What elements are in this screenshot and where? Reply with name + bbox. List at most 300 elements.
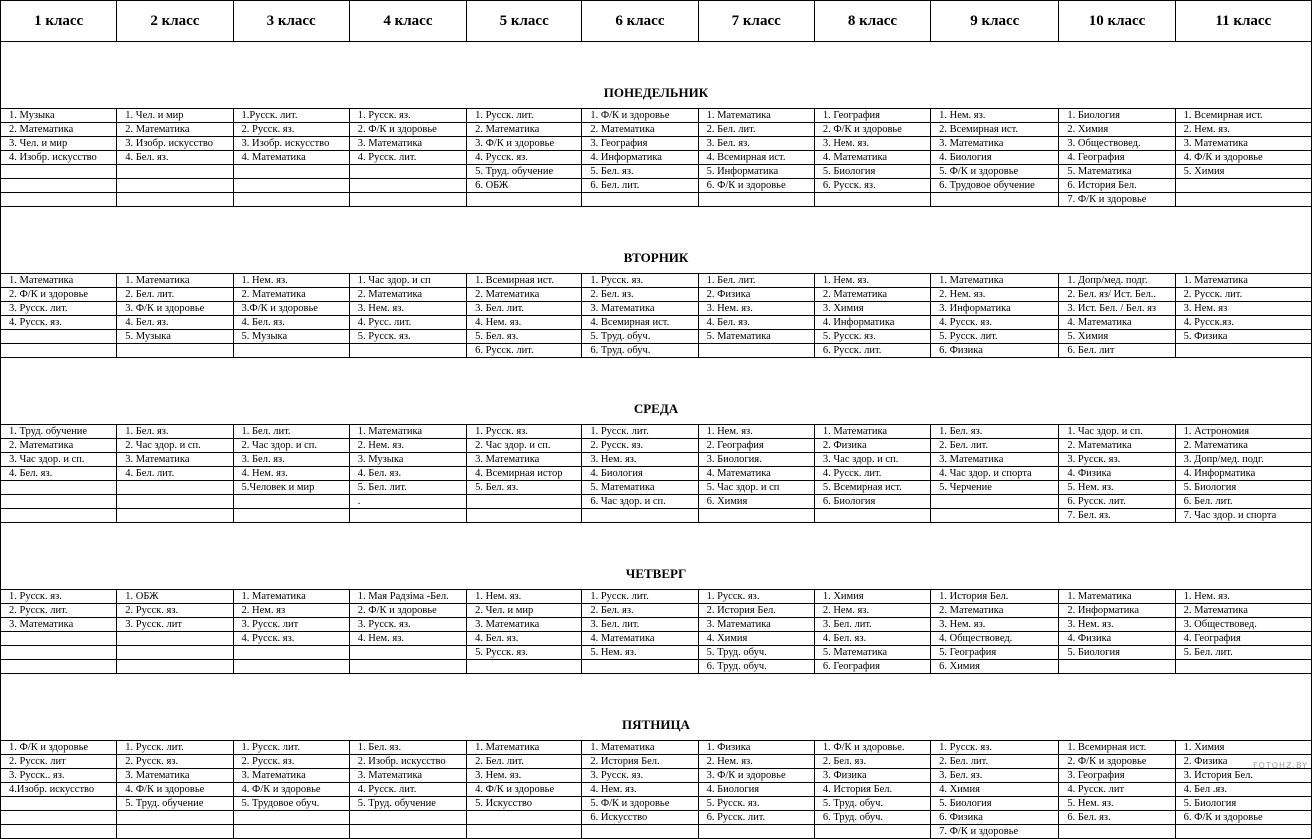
lesson-row xyxy=(1,425,1312,439)
lesson-cell: 2. Бел. яз. xyxy=(814,755,930,769)
lesson-cell xyxy=(1175,660,1311,674)
lesson-cell: 2. Бел. лит. xyxy=(467,755,582,769)
lesson-cell xyxy=(814,825,930,839)
lesson-cell: 2. Физика xyxy=(1175,755,1311,769)
lesson-cell: 4. Ф/К и здоровье xyxy=(467,783,582,797)
lesson-cell: 3. Бел. лит. xyxy=(814,618,930,632)
lesson-cell: 2. Бел. яз. xyxy=(582,604,698,618)
lesson-cell: 6. Бел. лит. xyxy=(1175,495,1311,509)
lesson-cell: 2. Математика xyxy=(467,288,582,302)
lesson-row xyxy=(1,495,1312,509)
lesson-row xyxy=(1,783,1312,797)
lesson-cell: 1. Химия xyxy=(1175,741,1311,755)
lesson-cell: 6. Русск. лит. xyxy=(698,811,814,825)
lesson-cell xyxy=(931,495,1059,509)
lesson-cell: 4. Русск. яз. xyxy=(931,316,1059,330)
lesson-cell: 5. Математика xyxy=(814,646,930,660)
lesson-cell: 1. Математика xyxy=(1,274,117,288)
lesson-row xyxy=(1,439,1312,453)
lesson-cell: 1. Бел. лит. xyxy=(233,425,349,439)
lesson-cell: 1. Допр/мед. подг. xyxy=(1059,274,1175,288)
lesson-cell: 4. Нем. яз. xyxy=(349,632,466,646)
lesson-cell: 2. Русск. яз. xyxy=(233,755,349,769)
lesson-cell: 2. Ф/К и здоровье xyxy=(1,288,117,302)
lesson-cell: 5. Трудовое обуч. xyxy=(233,797,349,811)
lesson-cell: 5. Нем. яз. xyxy=(1059,797,1175,811)
lesson-cell: 4. Изобр. искусство xyxy=(1,151,117,165)
lesson-cell xyxy=(467,495,582,509)
lesson-cell xyxy=(1175,193,1311,207)
lesson-cell xyxy=(233,646,349,660)
lesson-cell: 2. Математика xyxy=(931,604,1059,618)
lesson-cell: 2. Бел. лит. xyxy=(117,288,233,302)
lesson-cell: 5. Бел. яз. xyxy=(467,330,582,344)
lesson-cell xyxy=(931,509,1059,523)
lesson-cell: 3. Русск. лит xyxy=(117,618,233,632)
lesson-cell: 2. Час здор. и сп. xyxy=(467,439,582,453)
lesson-row xyxy=(1,590,1312,604)
lesson-cell: 3. Нем. яз. xyxy=(1059,618,1175,632)
lesson-cell: 3. Математика xyxy=(467,618,582,632)
lesson-cell xyxy=(117,646,233,660)
lesson-cell: 1. Русск. лит. xyxy=(582,590,698,604)
lesson-cell: 3. Математика xyxy=(1,618,117,632)
lesson-cell: 3. Химия xyxy=(814,302,930,316)
lesson-cell: 1. Математика xyxy=(117,274,233,288)
lesson-row xyxy=(1,646,1312,660)
lesson-cell: 1. Математика xyxy=(349,425,466,439)
lesson-cell: 1. Бел. яз. xyxy=(117,425,233,439)
lesson-cell: 4. Математика xyxy=(814,151,930,165)
lesson-cell: 2. Всемирная ист. xyxy=(931,123,1059,137)
lesson-cell: 1. Русск. лит. xyxy=(117,741,233,755)
lesson-cell: 3. Обществовед. xyxy=(1175,618,1311,632)
lesson-cell: 3. Нем. яз. xyxy=(582,453,698,467)
lesson-cell xyxy=(698,825,814,839)
lesson-cell: 1. Чел. и мир xyxy=(117,109,233,123)
lesson-cell: 1. Математика xyxy=(467,741,582,755)
lesson-cell xyxy=(582,509,698,523)
class-header: 4 класс xyxy=(349,1,466,42)
lesson-cell: 5. Труд. обуч. xyxy=(698,646,814,660)
lesson-cell: 3. Час здор. и сп. xyxy=(814,453,930,467)
lesson-cell: 3. Русск. лит xyxy=(233,618,349,632)
lesson-cell: 3. Бел. яз. xyxy=(233,453,349,467)
lesson-cell: 3. Нем. яз. xyxy=(349,302,466,316)
lesson-cell xyxy=(233,344,349,358)
lesson-cell: 3. Нем. яз. xyxy=(698,302,814,316)
lesson-cell xyxy=(233,660,349,674)
lesson-cell: 2. Математика xyxy=(233,288,349,302)
lesson-cell: 2. Ф/К и здоровье xyxy=(814,123,930,137)
lesson-cell xyxy=(117,509,233,523)
day-heading: ПЯТНИЦА xyxy=(1,674,1312,741)
lesson-cell: 5. Биология xyxy=(814,165,930,179)
lesson-cell: 5. Русск. яз. xyxy=(814,330,930,344)
lesson-cell: 2. Математика xyxy=(1059,439,1175,453)
lesson-cell: 4. Всемирная истор xyxy=(467,467,582,481)
lesson-cell: 5. Музыка xyxy=(117,330,233,344)
lesson-cell: 5. Искусство xyxy=(467,797,582,811)
lesson-cell: 1. Математика xyxy=(1175,274,1311,288)
lesson-cell: 2. Русск. яз. xyxy=(117,755,233,769)
lesson-cell xyxy=(1059,660,1175,674)
lesson-cell: 2. Нем. яз. xyxy=(349,439,466,453)
lesson-cell: 3. Русск. яз. xyxy=(349,618,466,632)
class-header: 7 класс xyxy=(698,1,814,42)
lesson-cell: 6. Искусство xyxy=(582,811,698,825)
lesson-cell: 4. Час здор. и спорта xyxy=(931,467,1059,481)
lesson-cell: 3. Чел. и мир xyxy=(1,137,117,151)
lesson-cell: 4. Бел. яз. xyxy=(698,316,814,330)
lesson-row xyxy=(1,344,1312,358)
lesson-cell: 3. Математика xyxy=(117,453,233,467)
day-heading: ВТОРНИК xyxy=(1,207,1312,274)
lesson-cell xyxy=(349,193,466,207)
lesson-cell: 4. Ф/К и здоровье xyxy=(117,783,233,797)
lesson-cell: 4. История Бел. xyxy=(814,783,930,797)
lesson-cell: 6. Химия xyxy=(931,660,1059,674)
lesson-cell: 4. Математика xyxy=(582,632,698,646)
lesson-cell: 3. Русск. лит. xyxy=(1,302,117,316)
lesson-cell xyxy=(814,509,930,523)
lesson-row xyxy=(1,632,1312,646)
lesson-cell xyxy=(698,193,814,207)
lesson-cell: 5. География xyxy=(931,646,1059,660)
lesson-cell xyxy=(814,193,930,207)
lesson-row xyxy=(1,165,1312,179)
lesson-cell: 1. Русск. яз. xyxy=(931,741,1059,755)
lesson-cell: 5. Информатика xyxy=(698,165,814,179)
lesson-cell: 6. Биология xyxy=(814,495,930,509)
lesson-cell: 4. Бел. лит. xyxy=(117,467,233,481)
lesson-cell: 2. Математика xyxy=(582,123,698,137)
lesson-cell xyxy=(1,632,117,646)
lesson-cell: 1. Нем. яз. xyxy=(698,425,814,439)
lesson-row xyxy=(1,618,1312,632)
lesson-cell xyxy=(1,165,117,179)
lesson-cell: 1. Математика xyxy=(814,425,930,439)
lesson-cell: 2. Нем. яз. xyxy=(814,604,930,618)
lesson-cell: 4. Информатика xyxy=(582,151,698,165)
lesson-cell: 5. Русск. яз. xyxy=(349,330,466,344)
lesson-cell: 4. Бел. яз. xyxy=(467,632,582,646)
lesson-cell: 4. Нем. яз. xyxy=(582,783,698,797)
lesson-cell: 3. Математика xyxy=(1175,137,1311,151)
lesson-cell: 2. История Бел. xyxy=(582,755,698,769)
lesson-cell: 1. Час здор. и сп. xyxy=(1059,425,1175,439)
lesson-cell xyxy=(117,193,233,207)
lesson-cell: 5. Всемирная ист. xyxy=(814,481,930,495)
lesson-cell xyxy=(1,646,117,660)
lesson-row xyxy=(1,330,1312,344)
lesson-cell: 4. Бел. яз. xyxy=(117,151,233,165)
lesson-cell xyxy=(1,179,117,193)
lesson-cell: 3. Ф/К и здоровье xyxy=(117,302,233,316)
lesson-cell: 1. Всемирная ист. xyxy=(1175,109,1311,123)
lesson-cell: 5. Математика xyxy=(1059,165,1175,179)
lesson-cell: 1. Нем. яз. xyxy=(931,109,1059,123)
lesson-cell xyxy=(1,495,117,509)
lesson-cell: 5. Математика xyxy=(698,330,814,344)
watermark: FOTOHZ.BY xyxy=(1252,761,1308,770)
lesson-cell: 4. Ф/К и здоровье xyxy=(233,783,349,797)
lesson-cell xyxy=(117,495,233,509)
lesson-cell: 1. Математика xyxy=(698,109,814,123)
class-header: 11 класс xyxy=(1175,1,1311,42)
lesson-row xyxy=(1,302,1312,316)
lesson-cell: 3. География xyxy=(1059,769,1175,783)
lesson-cell xyxy=(117,179,233,193)
lesson-cell: 2. География xyxy=(698,439,814,453)
class-header: 6 класс xyxy=(582,1,698,42)
lesson-cell: 2. Бел. лит. xyxy=(931,755,1059,769)
lesson-row xyxy=(1,109,1312,123)
lesson-cell: 2. Информатика xyxy=(1059,604,1175,618)
lesson-cell: 4. Русск. яз. xyxy=(1,316,117,330)
lesson-cell: 1. Математика xyxy=(233,590,349,604)
lesson-cell xyxy=(233,179,349,193)
lesson-cell: 4. Русс. лит. xyxy=(349,316,466,330)
lesson-cell xyxy=(1,660,117,674)
lesson-cell: 6. География xyxy=(814,660,930,674)
lesson-cell: 2. Ф/К и здоровье xyxy=(1059,755,1175,769)
lesson-cell: 4. Математика xyxy=(233,151,349,165)
lesson-cell: 3. Ф/К и здоровье xyxy=(698,769,814,783)
lesson-cell xyxy=(233,193,349,207)
lesson-cell xyxy=(233,825,349,839)
class-header: 2 класс xyxy=(117,1,233,42)
lesson-cell: 1. Ф/К и здоровье xyxy=(1,741,117,755)
lesson-cell: 2. Математика xyxy=(814,288,930,302)
lesson-cell: 3. Математика xyxy=(698,618,814,632)
lesson-cell: 6. Труд. обуч. xyxy=(814,811,930,825)
lesson-cell xyxy=(467,660,582,674)
lesson-row xyxy=(1,811,1312,825)
day-heading-row xyxy=(1,523,1312,590)
lesson-row xyxy=(1,137,1312,151)
lesson-cell: 4.Изобр. искусство xyxy=(1,783,117,797)
lesson-row xyxy=(1,151,1312,165)
lesson-cell: 1. Русск. яз. xyxy=(1,590,117,604)
lesson-cell: 4. Нем. яз. xyxy=(467,316,582,330)
lesson-cell: 5. Биология xyxy=(1175,481,1311,495)
class-header: 9 класс xyxy=(931,1,1059,42)
lesson-cell xyxy=(1175,344,1311,358)
lesson-cell: 3. Математика xyxy=(349,137,466,151)
lesson-cell: 3. Обществовед. xyxy=(1059,137,1175,151)
lesson-cell: 1. Химия xyxy=(814,590,930,604)
lesson-row xyxy=(1,193,1312,207)
lesson-row xyxy=(1,755,1312,769)
lesson-cell: 1. Русск. яз. xyxy=(698,590,814,604)
lesson-cell: 5. Бел. яз. xyxy=(582,165,698,179)
lesson-cell xyxy=(1,344,117,358)
lesson-cell: 4. Физика xyxy=(1059,467,1175,481)
lesson-cell xyxy=(349,165,466,179)
lesson-cell: 6. Час здор. и сп. xyxy=(582,495,698,509)
lesson-cell: 3. Бел. лит. xyxy=(582,618,698,632)
lesson-cell: 2. Бел. яз. xyxy=(582,288,698,302)
lesson-cell xyxy=(467,811,582,825)
lesson-cell: 1. Бел. лит. xyxy=(698,274,814,288)
lesson-cell xyxy=(117,344,233,358)
lesson-cell xyxy=(1,193,117,207)
lesson-cell: 5. Русск. лит. xyxy=(931,330,1059,344)
lesson-cell: 4. Бел. яз. xyxy=(233,316,349,330)
lesson-cell: 5. Черчение xyxy=(931,481,1059,495)
lesson-cell: 2. Русск. лит. xyxy=(1,604,117,618)
lesson-cell: 2. Русск. яз. xyxy=(117,604,233,618)
lesson-cell: 6. Русск. лит. xyxy=(814,344,930,358)
class-header: 10 класс xyxy=(1059,1,1175,42)
lesson-cell: 6. Бел. яз. xyxy=(1059,811,1175,825)
lesson-cell: 3. География xyxy=(582,137,698,151)
lesson-cell: 1. Всемирная ист. xyxy=(467,274,582,288)
lesson-cell: 7. Ф/К и здоровье xyxy=(1059,193,1175,207)
lesson-cell: 1. Нем. яз. xyxy=(467,590,582,604)
lesson-cell: 6. История Бел. xyxy=(1059,179,1175,193)
lesson-cell: 2. Русск. яз. xyxy=(582,439,698,453)
lesson-cell xyxy=(1175,825,1311,839)
lesson-cell xyxy=(349,179,466,193)
lesson-cell: 6. Ф/К и здоровье xyxy=(698,179,814,193)
lesson-cell: 6. Ф/К и здоровье xyxy=(1175,811,1311,825)
lesson-cell xyxy=(117,481,233,495)
lesson-cell: 4. Математика xyxy=(698,467,814,481)
lesson-cell: 2. Час здор. и сп. xyxy=(233,439,349,453)
lesson-cell: 2. Нем. яз xyxy=(233,604,349,618)
lesson-cell: 5. Математика xyxy=(582,481,698,495)
lesson-cell: 3. Русск. яз. xyxy=(1059,453,1175,467)
lesson-cell xyxy=(698,509,814,523)
lesson-cell: 1. Русск. лит. xyxy=(582,425,698,439)
lesson-cell: 6. Русск. лит. xyxy=(467,344,582,358)
lesson-cell: 5. Бел. лит. xyxy=(1175,646,1311,660)
lesson-cell: 1. Биология xyxy=(1059,109,1175,123)
lesson-cell: 4. Физика xyxy=(1059,632,1175,646)
lesson-cell: 4. Биология xyxy=(698,783,814,797)
lesson-cell: 1. Математика xyxy=(931,274,1059,288)
lesson-cell: 3. Изобр. искусство xyxy=(117,137,233,151)
lesson-cell: 5. Ф/К и здоровье xyxy=(582,797,698,811)
lesson-cell: 3. Бел. яз. xyxy=(698,137,814,151)
lesson-cell: 2. Русск. лит xyxy=(1,755,117,769)
lesson-cell: 5. Химия xyxy=(1059,330,1175,344)
lesson-row xyxy=(1,660,1312,674)
lesson-cell xyxy=(117,660,233,674)
lesson-cell xyxy=(467,509,582,523)
lesson-cell: 5. Труд. обучение xyxy=(117,797,233,811)
lesson-cell: 6. Бел. лит. xyxy=(582,179,698,193)
lesson-cell: 6. Физика xyxy=(931,811,1059,825)
lesson-cell: 4. Бел. яз. xyxy=(117,316,233,330)
lesson-row xyxy=(1,604,1312,618)
lesson-cell: 5. Труд. обуч. xyxy=(814,797,930,811)
lesson-cell xyxy=(698,344,814,358)
lesson-cell: 4. Ф/К и здоровье xyxy=(1175,151,1311,165)
day-heading-row xyxy=(1,358,1312,425)
lesson-cell: 2. Нем. яз. xyxy=(1175,123,1311,137)
lesson-cell: 5. Бел. лит. xyxy=(349,481,466,495)
lesson-row xyxy=(1,509,1312,523)
lesson-cell: 5. Биология xyxy=(1059,646,1175,660)
class-header: 1 класс xyxy=(1,1,117,42)
lesson-cell: 2. Математика xyxy=(1175,439,1311,453)
lesson-cell xyxy=(931,193,1059,207)
lesson-cell: 2. Бел. яз/ Ист. Бел.. xyxy=(1059,288,1175,302)
lesson-cell xyxy=(1175,179,1311,193)
lesson-cell: 2. Бел. лит. xyxy=(931,439,1059,453)
lesson-cell: 1. Русск. яз. xyxy=(582,274,698,288)
lesson-cell: 3. Нем. яз. xyxy=(814,137,930,151)
lesson-cell xyxy=(117,811,233,825)
lesson-cell xyxy=(117,165,233,179)
lesson-cell: 2. Нем. яз. xyxy=(698,755,814,769)
lesson-cell xyxy=(467,825,582,839)
lesson-cell: 3. Математика xyxy=(349,769,466,783)
lesson-cell: 5. Биология xyxy=(1175,797,1311,811)
lesson-cell: 3. Изобр. искусство xyxy=(233,137,349,151)
lesson-cell: 1. ОБЖ xyxy=(117,590,233,604)
lesson-cell: 4. Информатика xyxy=(1175,467,1311,481)
lesson-cell: 3. Музыка xyxy=(349,453,466,467)
lesson-cell: 4. Русск.яз. xyxy=(1175,316,1311,330)
lesson-cell xyxy=(117,825,233,839)
lesson-cell: 1. Нем. яз. xyxy=(233,274,349,288)
lesson-cell xyxy=(1,330,117,344)
lesson-cell xyxy=(582,660,698,674)
lesson-cell xyxy=(349,825,466,839)
lesson-cell: 6. Труд. обуч. xyxy=(698,660,814,674)
lesson-cell: 4. Бел. яз. xyxy=(814,632,930,646)
lesson-cell xyxy=(1059,825,1175,839)
lesson-cell: 1. Астрономия xyxy=(1175,425,1311,439)
lesson-cell: 1. Русск. яз. xyxy=(349,109,466,123)
lesson-cell: 3. Математика xyxy=(117,769,233,783)
class-header: 3 класс xyxy=(233,1,349,42)
day-heading-row xyxy=(1,674,1312,741)
lesson-cell: 4. Всемирная ист. xyxy=(698,151,814,165)
lesson-cell: 1. Ф/К и здоровье. xyxy=(814,741,930,755)
lesson-cell: 3. Бел. лит. xyxy=(467,302,582,316)
lesson-cell: 2. Математика xyxy=(467,123,582,137)
lesson-cell: 3. История Бел. xyxy=(1175,769,1311,783)
lesson-cell: 5. Ф/К и здоровье xyxy=(931,165,1059,179)
lesson-cell: 1. Ф/К и здоровье xyxy=(582,109,698,123)
lesson-cell xyxy=(349,344,466,358)
lesson-cell: 2. Математика xyxy=(117,123,233,137)
lesson-cell: 1. Бел. яз. xyxy=(931,425,1059,439)
lesson-cell: 4. Бел. яз. xyxy=(349,467,466,481)
lesson-cell: 4. Биология xyxy=(931,151,1059,165)
lesson-cell: . xyxy=(349,495,466,509)
lesson-cell: 5. Музыка xyxy=(233,330,349,344)
lesson-cell: 4. Обществовед. xyxy=(931,632,1059,646)
lesson-cell: 4. Бел .яз. xyxy=(1175,783,1311,797)
lesson-cell: 5. Русск. яз. xyxy=(467,646,582,660)
lesson-cell: 3. Час здор. и сп. xyxy=(1,453,117,467)
lesson-cell: 1. Русск. яз. xyxy=(467,425,582,439)
lesson-cell xyxy=(233,811,349,825)
lesson-cell xyxy=(349,660,466,674)
lesson-cell: 3. Ф/К и здоровье xyxy=(467,137,582,151)
lesson-cell xyxy=(1,825,117,839)
lesson-cell: 5. Русск. яз. xyxy=(698,797,814,811)
lesson-row xyxy=(1,274,1312,288)
lesson-cell: 2. Изобр. искусство xyxy=(349,755,466,769)
lesson-cell: 4. География xyxy=(1059,151,1175,165)
